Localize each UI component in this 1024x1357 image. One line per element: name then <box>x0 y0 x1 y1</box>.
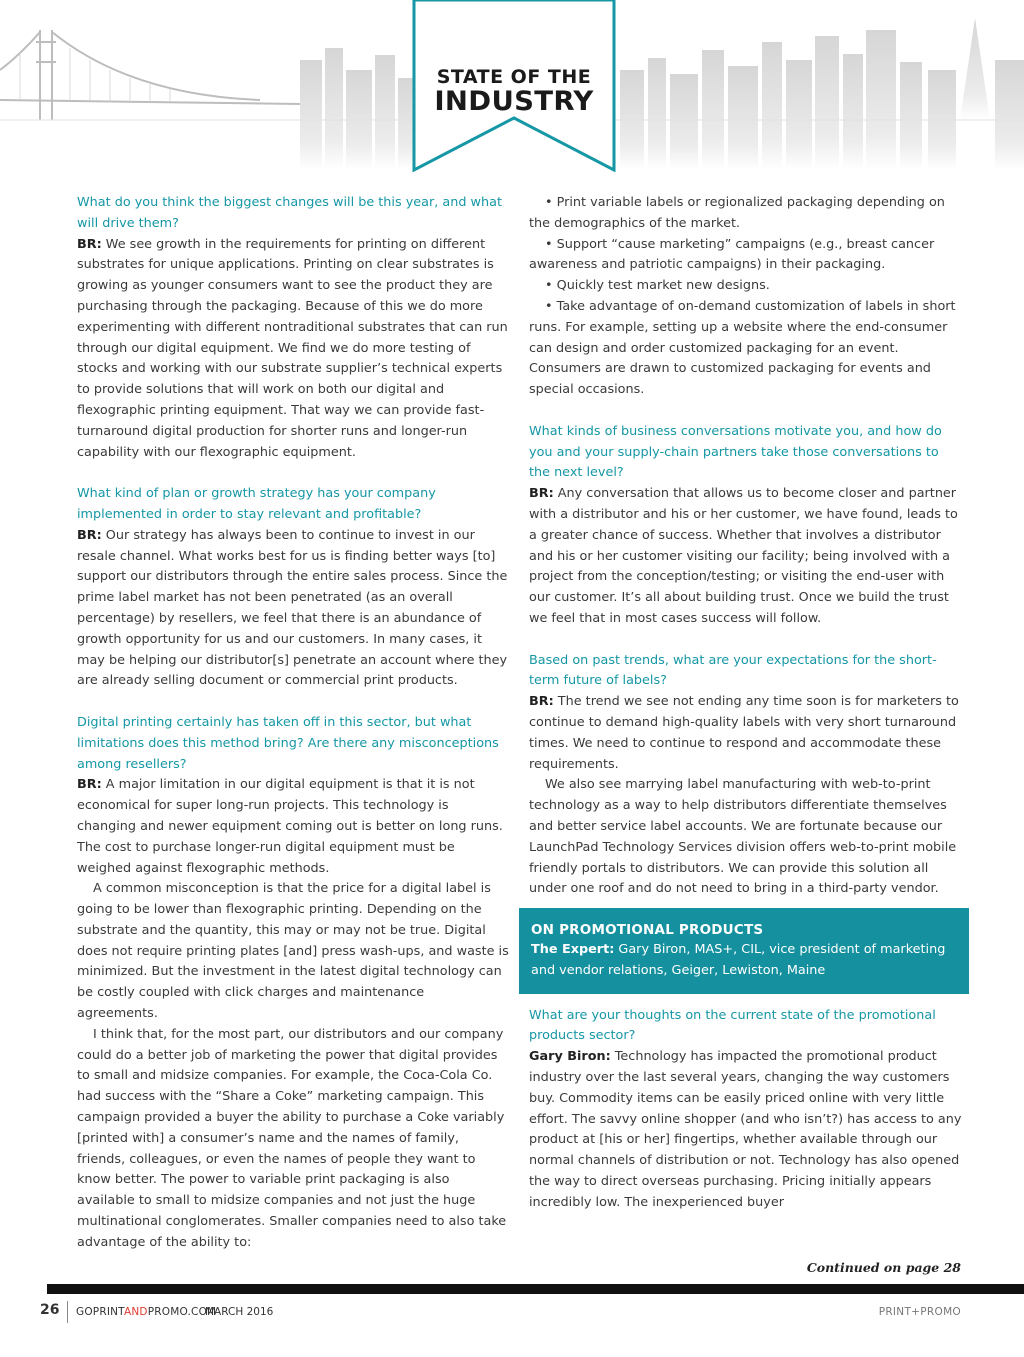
interview-answer <box>77 526 509 692</box>
interview-question: What kind of plan or growth strategy has your company implemented in order to stay relevant and profitable? <box>77 486 436 522</box>
speaker-label: BR: <box>529 694 554 710</box>
body-paragraph: • Print variable labels or regionalized packaging depending on the demographics of the market. <box>529 195 945 231</box>
interview-question: What are your thoughts on the current state of the promotional products sector? <box>529 1007 936 1044</box>
expert-description: Gary Biron, MAS+, CIL, vice president of marketing and vendor relations, Geiger, Lewiston, Maine <box>531 942 946 978</box>
paragraph-gap <box>77 692 509 713</box>
body-paragraph: We also see marrying label manufacturing with web-to-print technology as a way to help distributors differentiate themselves and better service label accounts. We are fortunate because our LaunchPad Technology Services division offers web-to-print mobile friendly portals to distributors. We can provide this solution all under one roof and do not need to bring in a third-party vendor. <box>529 777 957 897</box>
expert-label: The Expert: <box>531 942 615 958</box>
page-number: 26 <box>40 1302 60 1318</box>
body-paragraph: I think that, for the most part, our distributors and our company could do a better job of marketing the power that digital provides to small and midsize companies. For example, the Coca-Cola Co. had success with the “Share a Coke” marketing campaign. This campaign provided a buyer the ability to purchase a Coke variably [printed with] a consumer’s name and the names of family, friends, colleagues, or even the names of people they want to know better. The power to variable print packaging is also available to small to midsize companies and not just the huge multinational conglomerates. Smaller companies need to also take advantage of the ability to: <box>77 1026 507 1250</box>
answer-text: Any conversation that allows us to become closer and partner with a distributor and his or her customer, we have found, leads to a greater chance of success. Whether that involves a distributor and his or her customer visiting our facility; being involved with a project from the conception/testing; or visiting the end-user with our customer. It’s all about building trust. Once we build the trust we feel that in most cases success will follow. <box>529 486 958 626</box>
footer-rule <box>47 1284 1024 1294</box>
site-suffix: PROMO.COM <box>147 1306 217 1318</box>
interview-answer <box>529 484 963 630</box>
speaker-label: BR: <box>77 777 102 793</box>
expert-box <box>519 908 969 994</box>
body-paragraph: • Quickly test market new designs. <box>545 278 770 294</box>
interview-answer <box>529 692 963 775</box>
interview-question: Digital printing certainly has taken off in this sector, but what limitations does this method bring? Are there any misconceptions among resellers? <box>77 714 499 772</box>
site-prefix: GOPRINT <box>76 1306 124 1318</box>
section-title-line2: INDUSTRY <box>434 86 594 117</box>
section-title <box>412 66 616 115</box>
answer-text: Our strategy has always been to continue to invest in our resale channel. What works best for us is finding better ways [to] support our distributors through the entire sales process. Since the prime label market has not been penetrated (as an overall percentage) by resellers, we feel that there is an abundance of growth opportunity for us and our customers. In many cases, it may be helping our distributor[s] penetrate an account where they are already selling document or commercial print products. <box>77 527 508 689</box>
footer-site <box>76 1306 216 1318</box>
footer-date: MARCH 2016 <box>205 1306 274 1318</box>
answer-text: Technology has impacted the promotional product industry over the last several years, changing the way customers buy. Commodity items can be easily priced online with very little effort. The savvy online shopper (and who isn’t?) has access to any product at [his or her] fingertips, whether available through our normal channels of distribution or not. Technology has also opened the way to direct overseas purchasing. Pricing initially appears incredibly low. The inexperienced buyer <box>529 1049 962 1210</box>
speaker-label: BR: <box>529 486 554 502</box>
footer-brand: PRINT+PROMO <box>878 1306 961 1318</box>
paragraph-gap <box>529 630 963 651</box>
left-column <box>77 193 509 1254</box>
interview-question: Based on past trends, what are your expectations for the short-term future of labels? <box>529 652 937 689</box>
speaker-label: Gary Biron: <box>529 1049 611 1065</box>
speaker-label: BR: <box>77 236 102 252</box>
body-paragraph: • Support “cause marketing” campaigns (e.g., breast cancer awareness and patriotic campaigns) in their packaging. <box>529 236 935 273</box>
paragraph-gap <box>529 401 963 422</box>
answer-text: A major limitation in our digital equipment is that it is not economical for super long-run projects. This technology is changing and newer equipment coming out is better on long runs. The cost to purchase longer-run digital equipment must be weighed against flexographic methods. <box>77 777 503 876</box>
interview-answer <box>77 235 509 464</box>
answer-text: We see growth in the requirements for printing on different substrates for unique applications. Printing on clear substrates is growing as younger consumers want to see the product they are purchasing through the packaging. Because of this we do more experimenting with different nontraditional substrates that can run through our digital equipment. We find we do more testing of stocks and working with our substrate supplier’s technical experts to provide solutions that will work on both our digital and flexographic printing equipment. That way we can provide fast-turnaround digital production for shorter runs and longer-run capability with our flexographic equipment. <box>77 236 508 460</box>
speaker-label: BR: <box>77 527 102 543</box>
interview-answer <box>529 1047 963 1213</box>
paragraph-gap <box>77 463 509 484</box>
expert-box-text <box>531 940 955 982</box>
interview-question: What do you think the biggest changes will be this year, and what will drive them? <box>77 195 502 231</box>
expert-box-heading: ON PROMOTIONAL PRODUCTS <box>531 922 764 939</box>
body-paragraph: A common misconception is that the price for a digital label is going to be lower than flexographic printing. Depending on the substrate and the quantity, this may or may not be true. Digital does not require printing plates [and] press wash-ups, and waste is minimized. But the investment in the latest digital technology can be costly coupled with click charges and maintenance agreements. <box>77 881 509 1022</box>
interview-answer <box>77 775 509 879</box>
continued-note: Continued on page 28 <box>806 1260 961 1275</box>
interview-question: What kinds of business conversations motivate you, and how do you and your supply-chain partners take those conversations to the next level? <box>529 423 942 481</box>
footer-separator <box>67 1301 68 1323</box>
site-and: AND <box>123 1306 148 1318</box>
answer-text: The trend we see not ending any time soon is for marketers to continue to demand high-quality labels with very short turnaround times. We need to continue to respond and accommodate these requirements. <box>529 694 959 772</box>
body-paragraph: • Take advantage of on-demand customization of labels in short runs. For example, setting up a website where the end-consumer can design and order customized packaging for an event. Consumers are drawn to customized packaging for events and special occasions. <box>529 298 956 398</box>
right-column <box>529 193 963 1214</box>
section-title-line1: STATE OF THE <box>436 66 592 88</box>
